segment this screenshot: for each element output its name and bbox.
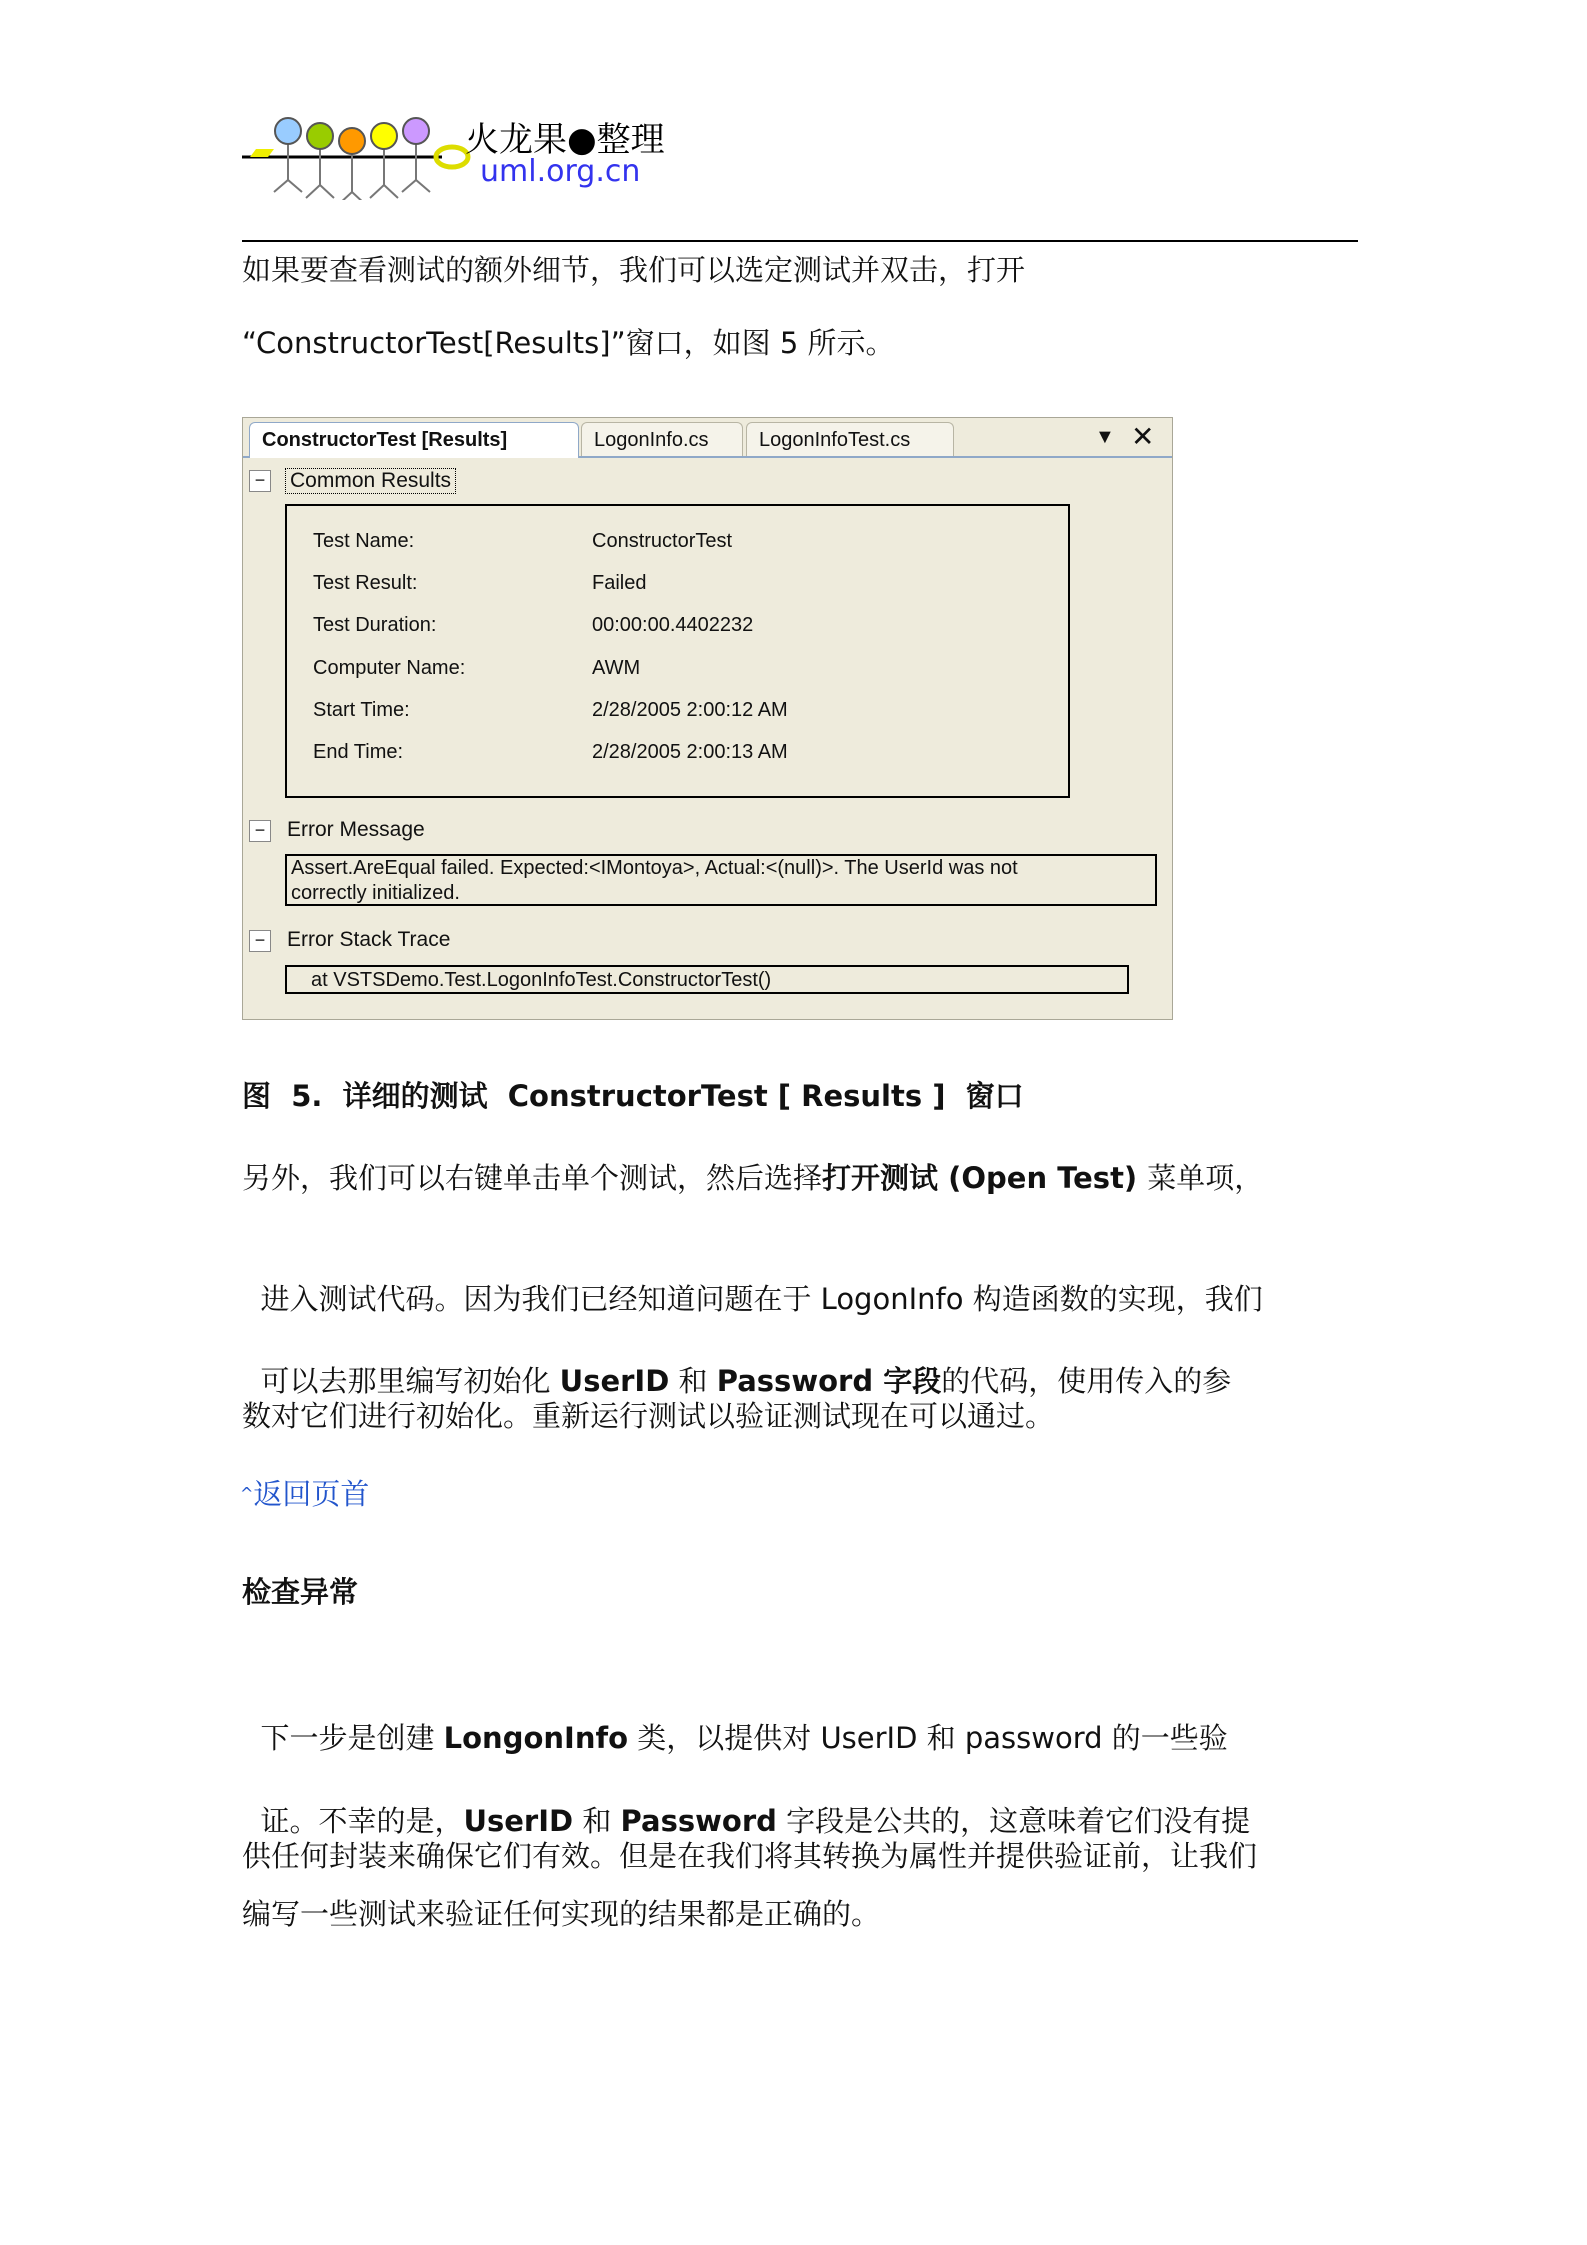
start-time-value: 2/28/2005 2:00:12 AM — [592, 699, 788, 721]
test-results-window — [242, 417, 1173, 1020]
text: 菜单项， — [1147, 1161, 1264, 1195]
text: 可以去那里编写初始化 — [260, 1364, 560, 1398]
test-name-value: ConstructorTest — [592, 530, 733, 552]
text: 和 — [669, 1364, 717, 1398]
test-result-value: Failed — [592, 572, 647, 594]
stack-trace-text: at VSTSDemo.Test.LogonInfoTest.ConstructorTest() — [311, 969, 772, 991]
stack-trace-label: Error Stack Trace — [287, 928, 451, 951]
test-duration-label: Test Duration: — [313, 614, 437, 636]
para2-line-4: 数对它们进行初始化。重新运行测试以验证测试现在可以通过。 — [242, 1399, 1055, 1433]
field-name: UserID — [559, 1364, 670, 1398]
section-heading: 检查异常 — [242, 1575, 359, 1609]
dropdown-icon[interactable]: ▼ — [1095, 426, 1115, 448]
computer-name-value: AWM — [592, 657, 641, 679]
para2-line-1 — [242, 1160, 1263, 1196]
error-message-line-1: Assert.AreEqual failed. Expected:<IMontoya>, Actual:<(null)>. The UserId was not — [291, 857, 1018, 879]
text: 字段是公共的，这意味着它们没有提 — [776, 1804, 1251, 1838]
end-time-value: 2/28/2005 2:00:13 AM — [592, 741, 788, 763]
common-results-box — [285, 504, 1070, 798]
text: 窗口，如图 — [625, 326, 771, 360]
close-icon[interactable]: ✕ — [1131, 421, 1155, 452]
end-time-label: End Time: — [313, 741, 404, 763]
computer-name-label: Computer Name: — [313, 657, 466, 679]
intro-line-2 — [242, 325, 895, 361]
text: 下一步是创建 — [260, 1721, 444, 1755]
collapse-common-results-button[interactable]: − — [249, 470, 271, 492]
text: 类，以提供对 UserID 和 password 的一些验 — [628, 1721, 1228, 1755]
window-name: “ConstructorTest[Results]” — [242, 326, 626, 360]
test-duration-value: 00:00:00.4402232 — [592, 614, 754, 636]
back-to-top-label: 返回页首 — [253, 1477, 370, 1511]
field-name: UserID — [463, 1804, 574, 1838]
logo — [242, 110, 482, 200]
collapse-stack-trace-button[interactable]: − — [249, 930, 271, 952]
header-rule — [242, 240, 1358, 242]
text: 证。不幸的是， — [260, 1804, 464, 1838]
tab-constructortest-results[interactable]: ConstructorTest [Results] — [249, 422, 579, 458]
test-name-label: Test Name: — [313, 530, 415, 552]
text: 另外，我们可以右键单击单个测试，然后选择 — [242, 1161, 823, 1195]
start-time-label: Start Time: — [313, 699, 410, 721]
error-message-label: Error Message — [287, 818, 425, 841]
text: 进入测试代码。因为我们已经知道问题在于 — [260, 1282, 821, 1316]
text: 的代码，使用传入的参 — [941, 1364, 1232, 1398]
tab-logoninfotest-cs[interactable]: LogonInfoTest.cs — [746, 422, 954, 456]
logo-url: uml.org.cn — [480, 154, 641, 189]
tab-logoninfo-cs[interactable]: LogonInfo.cs — [581, 422, 743, 456]
common-results-label[interactable]: Common Results — [285, 468, 456, 494]
menu-name: 打开测试 — [822, 1161, 939, 1195]
class-name: LogonInfo — [820, 1282, 964, 1316]
para3-line-4: 编写一些测试来验证任何实现的结果都是正确的。 — [242, 1897, 881, 1931]
text: 构造函数的实现，我们 — [963, 1282, 1263, 1316]
logo-title: 火龙果●整理 — [465, 120, 665, 160]
class-name: LongonInfo — [443, 1721, 629, 1755]
text: 所示。 — [807, 326, 895, 360]
para3-line-3: 供任何封装来确保它们有效。但是在我们将其转换为属性并提供验证前，让我们 — [242, 1839, 1258, 1873]
error-message-line-2: correctly initialized. — [291, 882, 460, 904]
collapse-error-message-button[interactable]: − — [249, 820, 271, 842]
stack-trace-box — [285, 965, 1129, 994]
text: 和 — [573, 1804, 621, 1838]
field-name: Password — [716, 1364, 874, 1398]
back-to-top-link[interactable] — [240, 1476, 369, 1512]
up-arrow-icon: ^ — [240, 1484, 254, 1503]
figure-ref: 5 — [779, 326, 799, 360]
menu-name-en: (Open Test) — [938, 1161, 1148, 1195]
field-name: Password — [620, 1804, 777, 1838]
figure-caption: 图 5. 详细的测试 ConstructorTest [ Results ] 窗口 — [242, 1079, 1024, 1113]
test-result-label: Test Result: — [313, 572, 418, 594]
text: 字段 — [873, 1364, 942, 1398]
intro-line-1: 如果要查看测试的额外细节，我们可以选定测试并双击，打开 — [242, 253, 1026, 287]
logo-figures-icon — [242, 110, 482, 200]
error-message-box — [285, 854, 1157, 906]
